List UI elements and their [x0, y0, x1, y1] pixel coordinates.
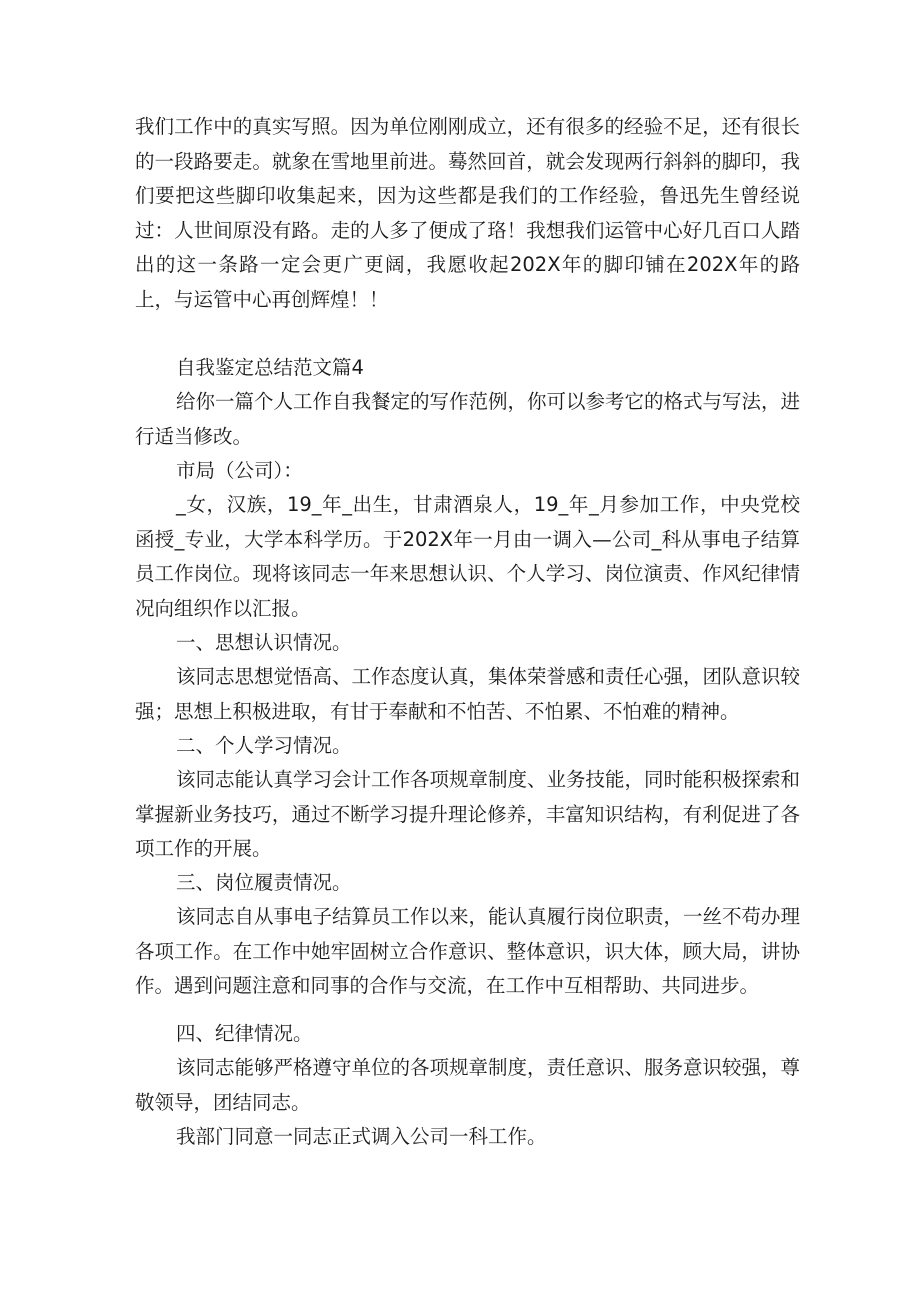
- heading-job-duties: 三、岗位履责情况。: [176, 871, 352, 894]
- body-job-duties: 该同志自从事电子结算员工作以来，能认真履行岗位职责，一丝不苟办理各项工作。在工作中她牢固树立合作意识、整体意识，识大体，顾大局，讲协作。遇到问题注意和同事的合作与交流，在工作中互相帮助、共同进步。: [135, 905, 801, 997]
- heading-discipline: 四、纪律情况。: [176, 1022, 313, 1045]
- heading-thought-awareness: 一、思想认识情况。: [176, 631, 352, 654]
- body-personal-study: 该同志能认真学习会计工作各项规章制度、业务技能，同时能积极探索和掌握新业务技巧，通过不断学习提升理论修养，丰富知识结构，有利促进了各项工作的开展。: [135, 768, 801, 860]
- heading-personal-study: 二、个人学习情况。: [176, 734, 352, 757]
- body-thought-awareness: 该同志思想觉悟高、工作态度认真，集体荣誉感和责任心强，团队意识较强；思想上积极进取，有甘于奉献和不怕苦、不怕累、不怕难的精神。: [135, 665, 801, 723]
- closing-statement: 我部门同意一同志正式调入公司一科工作。: [176, 1125, 547, 1148]
- profile-paragraph: _女，汉族，19_年_出生，甘肃酒泉人，19_年_月参加工作，中央党校函授_专业，大学本科学历。于202X年一月由一调入—公司_科从事电子结算员工作岗位。现将该同志一年来思想认识、个人学习、岗位演责、作风纪律情况向组织作以汇报。: [135, 493, 800, 620]
- salutation: 市局（公司）：: [176, 459, 303, 482]
- section-title: 自我鉴定总结范文篇4: [176, 356, 364, 379]
- body-discipline: 该同志能够严格遵守单位的各项规章制度，责任意识、服务意识较强，尊敬领导，团结同志。: [135, 1056, 801, 1114]
- lead-paragraph: 给你一篇个人工作自我餐定的写作范例，你可以参考它的格式与写法，进行适当修改。: [135, 390, 801, 448]
- intro-paragraph: 我们工作中的真实写照。因为单位刚刚成立，还有很多的经验不足，还有很长的一段路要走。就象在雪地里前进。蓦然回首，就会发现两行斜斜的脚印，我们要把这些脚印收集起来，因为这些都是我们的工作经验，鲁迅先生曾经说过：人世间原没有路。走的人多了便成了珞！我想我们运管中心好几百口人踏出的这一条路一定会更广更阔，我愿收起202X年的脚印铺在202X年的路上，与运管中心再创辉煌！！: [135, 115, 800, 311]
